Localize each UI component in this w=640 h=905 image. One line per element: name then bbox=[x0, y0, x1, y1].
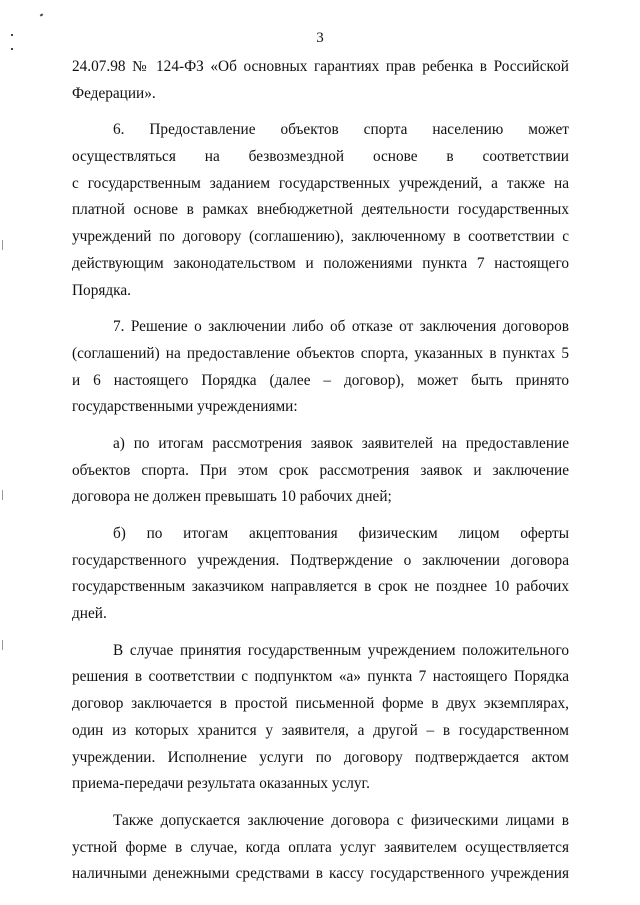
text-line: б) по итогам акцептования физическим лицом оферты bbox=[113, 525, 569, 542]
text-line: объектов спорта. При этом срок рассмотрения заявок и заключение bbox=[72, 461, 569, 479]
paragraph bbox=[72, 808, 569, 888]
text-line: один из которых хранится у заявителя, а другой – в государственном bbox=[72, 721, 569, 739]
document-body bbox=[72, 54, 569, 888]
text-line: платной основе в рамках внебюджетной деятельности государственных bbox=[72, 201, 569, 219]
text-line: дней. bbox=[72, 605, 107, 623]
paragraph bbox=[72, 638, 569, 798]
text-line: устной форме в случае, когда оплата услуг заявителем осуществляется bbox=[72, 838, 569, 856]
paragraph bbox=[72, 54, 569, 107]
text-line: и 6 настоящего Порядка (далее – договор), может быть принято bbox=[72, 371, 569, 389]
text-line: приема-передачи результата оказанных услуг. bbox=[72, 775, 370, 793]
paragraph-gap bbox=[72, 304, 569, 314]
text-line: 7. Решение о заключении либо об отказе от заключения договоров bbox=[113, 318, 569, 336]
text-line: государственными учреждениями: bbox=[72, 398, 298, 416]
text-line: с государственным заданием государственных учреждений, а также на bbox=[72, 174, 569, 192]
paragraph bbox=[72, 314, 569, 421]
scan-mark bbox=[2, 490, 3, 500]
text-line: Также допускается заключение договора с физическими лицами в bbox=[113, 811, 569, 829]
text-line: (соглашений) на предоставление объектов спорта, указанных в пунктах 5 bbox=[72, 344, 569, 362]
paragraph bbox=[72, 117, 569, 304]
text-line: действующим законодательством и положениями пункта 7 настоящего bbox=[72, 254, 569, 272]
text-line: осуществляться на безвозмездной основе в соответствии bbox=[72, 148, 569, 166]
text-line: договор заключается в простой письменной форме в двух экземплярах, bbox=[72, 695, 569, 713]
paragraph-gap bbox=[72, 107, 569, 117]
scan-mark bbox=[11, 48, 13, 50]
text-line: договора не должен превышать 10 рабочих дней; bbox=[72, 488, 392, 506]
text-line: Федерации». bbox=[72, 84, 156, 102]
text-line: решения в соответствии с подпунктом «а» пункта 7 настоящего Порядка bbox=[72, 668, 569, 686]
paragraph-gap bbox=[72, 628, 569, 638]
text-line: 24.07.98 № 124-ФЗ «Об основных гарантиях прав ребенка в Российской bbox=[72, 58, 569, 75]
text-line: учреждении. Исполнение услуги по договору подтверждается актом bbox=[72, 748, 569, 766]
paragraph bbox=[72, 431, 569, 511]
scan-mark bbox=[2, 640, 3, 650]
scan-mark bbox=[40, 13, 44, 16]
text-line: учреждений по договору (соглашению), заключенному в соответствии с bbox=[72, 228, 569, 246]
paragraph-gap bbox=[72, 421, 569, 431]
text-line: а) по итогам рассмотрения заявок заявителей на предоставление bbox=[113, 434, 569, 452]
paragraph-gap bbox=[72, 798, 569, 808]
text-line: государственным заказчиком направляется в срок не позднее 10 рабочих bbox=[72, 578, 569, 596]
page-number: 3 bbox=[316, 30, 324, 46]
text-line: государственного учреждения. Подтверждение о заключении договора bbox=[72, 551, 569, 569]
text-line: 6. Предоставление объектов спорта населению может bbox=[113, 121, 569, 139]
paragraph bbox=[72, 521, 569, 628]
scan-mark bbox=[2, 240, 3, 250]
text-line: В случае принятия государственным учреждением положительного bbox=[113, 641, 569, 659]
text-line: Порядка. bbox=[72, 281, 131, 299]
paragraph-gap bbox=[72, 511, 569, 521]
text-line: наличными денежными средствами в кассу государственного учреждения bbox=[72, 865, 569, 883]
